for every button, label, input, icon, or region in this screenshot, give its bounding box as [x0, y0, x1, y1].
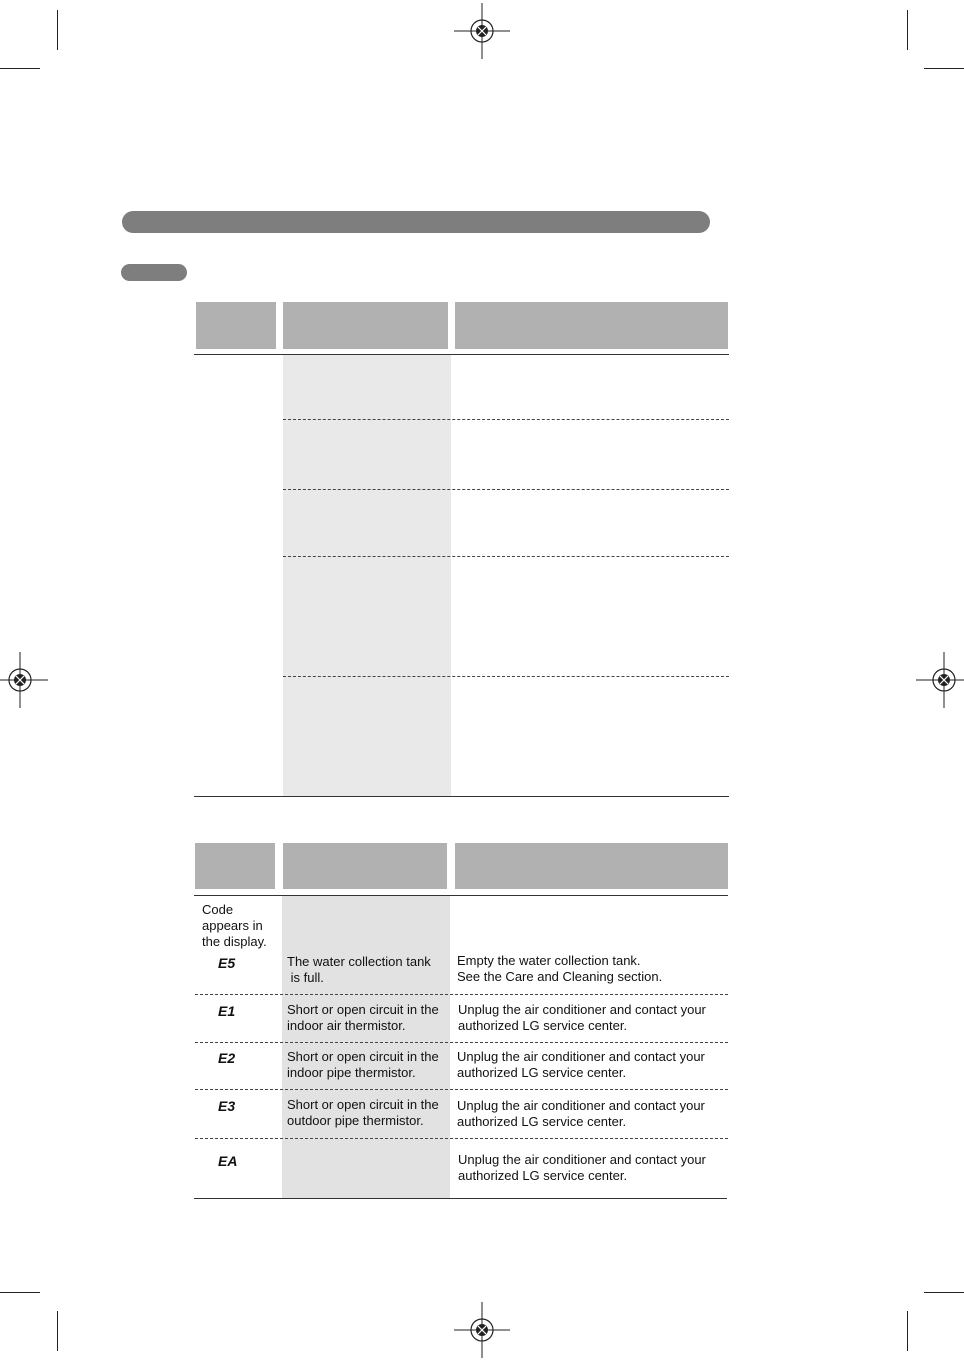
row-divider [195, 1138, 728, 1139]
code-intro-line: Code [202, 902, 234, 917]
table-header-cell [196, 302, 276, 349]
crop-mark [924, 1292, 964, 1293]
table-header-cell [455, 843, 728, 889]
cause-text: Short or open circuit in the [287, 1097, 439, 1112]
cause-text: Short or open circuit in the [287, 1002, 439, 1017]
action-text: Unplug the air conditioner and contact your [458, 1152, 706, 1167]
crop-mark [0, 1292, 40, 1293]
row-divider [195, 994, 728, 995]
subsection-heading-pill [121, 264, 187, 281]
registration-mark-icon [916, 652, 964, 708]
row-divider [283, 556, 729, 557]
error-code: E3 [218, 1098, 236, 1114]
action-text: authorized LG service center. [457, 1114, 627, 1129]
row-divider [283, 489, 729, 490]
table-header-cell [283, 302, 448, 349]
table-header-cell [195, 843, 275, 889]
table-top-rule [194, 895, 728, 896]
cause-text: is full. [287, 970, 324, 985]
error-code: E5 [218, 955, 236, 971]
table-header-cell [455, 302, 728, 349]
cause-text: outdoor pipe thermistor. [287, 1113, 424, 1128]
table-bottom-rule [194, 796, 729, 797]
table-bottom-rule [194, 1198, 727, 1199]
error-code: E1 [218, 1003, 236, 1019]
action-text: Unplug the air conditioner and contact your [458, 1002, 706, 1017]
error-code: E2 [218, 1050, 236, 1066]
crop-mark [907, 1311, 908, 1351]
action-text: Unplug the air conditioner and contact your [457, 1098, 705, 1113]
cause-column-shading [283, 355, 451, 796]
table-top-rule [194, 354, 729, 355]
registration-mark-icon [0, 652, 48, 708]
action-text: Empty the water collection tank. [457, 953, 641, 968]
row-divider [283, 419, 729, 420]
registration-mark-icon [454, 3, 510, 59]
crop-mark [924, 68, 964, 69]
crop-mark [57, 10, 58, 50]
row-divider [283, 676, 729, 677]
action-text: Unplug the air conditioner and contact your [457, 1049, 705, 1064]
row-divider [195, 1089, 728, 1090]
crop-mark [907, 10, 908, 50]
cause-column-shading [282, 896, 450, 1198]
crop-mark [0, 68, 40, 69]
action-text: authorized LG service center. [458, 1168, 628, 1183]
crop-mark [57, 1311, 58, 1351]
row-divider [195, 1042, 728, 1043]
action-text: authorized LG service center. [457, 1065, 627, 1080]
table-header-cell [283, 843, 447, 889]
registration-mark-icon [454, 1302, 510, 1358]
action-text: See the Care and Cleaning section. [457, 969, 663, 984]
cause-text: The water collection tank [287, 954, 431, 969]
cause-text: Short or open circuit in the [287, 1049, 439, 1064]
section-heading-bar [122, 211, 710, 233]
cause-text: indoor air thermistor. [287, 1018, 406, 1033]
code-intro-line: the display. [202, 934, 267, 949]
code-intro-line: appears in [202, 918, 263, 933]
cause-text: indoor pipe thermistor. [287, 1065, 416, 1080]
action-text: authorized LG service center. [458, 1018, 628, 1033]
error-code: EA [218, 1153, 238, 1169]
